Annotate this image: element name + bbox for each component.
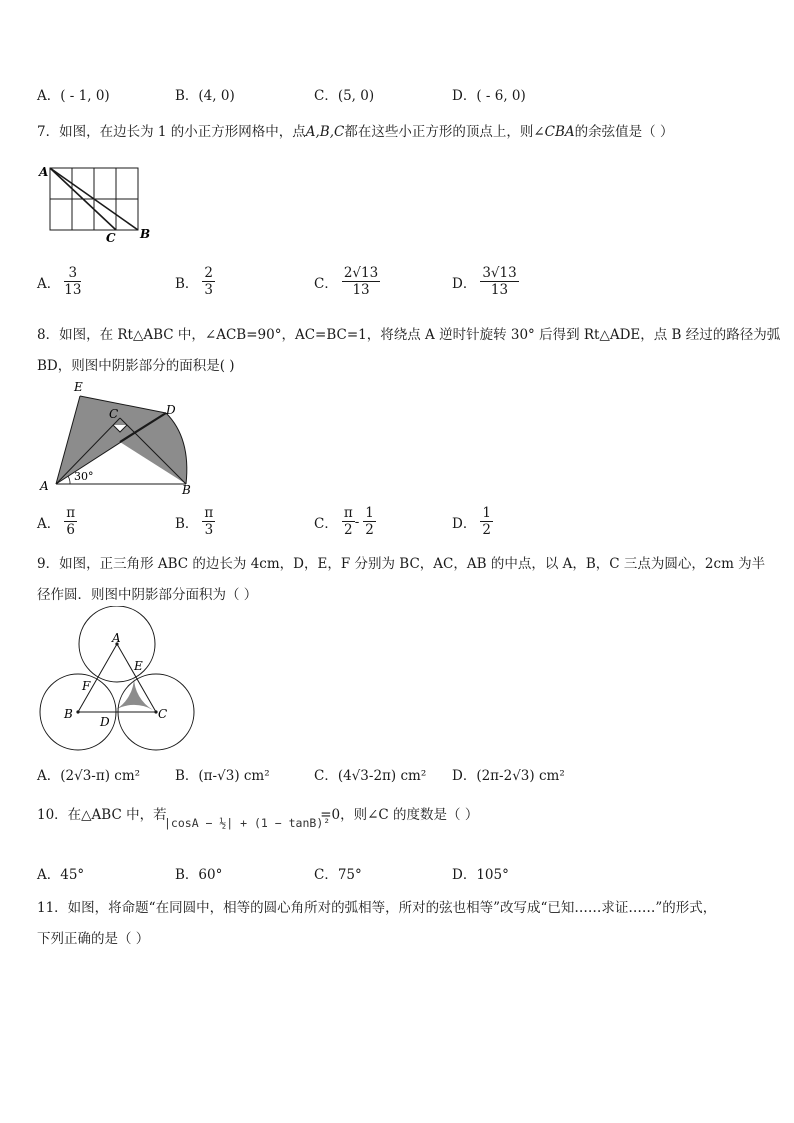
q8-stem-line1: 8．如图，在 Rt△ABC 中，∠ACB=90°，AC=BC=1，将绕点 A 逆时针旋转 30° 后得到 Rt△ADE，点 B 经过的路径为弧: [37, 327, 781, 343]
q6-option-a: A．( - 1, 0): [37, 88, 110, 104]
q8-label-a: A: [40, 479, 49, 493]
q6-option-b: B．(4, 0): [175, 88, 235, 104]
q10-formula: |cosA − ½| + (1 − tanB)²: [164, 816, 331, 830]
q10-option-d: D．105°: [452, 867, 509, 883]
q8-option-b: B． $\frac{\pi}{3}$: [175, 505, 214, 538]
q7-option-b: B． $\frac{2}{3}$: [175, 265, 214, 298]
q6-option-d: D．( - 6, 0): [452, 88, 526, 104]
q9-stem-line2: 径作圆．则图中阴影部分面积为（ ）: [37, 587, 258, 603]
q9-stem-line1: 9．如图，正三角形 ABC 的边长为 4cm，D，E，F 分别为 BC，AC，AB 的中点，以 A，B，C 三点为圆心，2cm 为半: [37, 556, 766, 572]
q8-angle-label: 30°: [74, 470, 94, 483]
q9-option-d: D．(2π-2√3) cm²: [452, 768, 565, 784]
q9-option-a: A．(2√3-π) cm²: [37, 768, 141, 784]
q6-option-c: C．(5, 0): [314, 88, 375, 104]
q8-rotation-figure: [36, 378, 206, 496]
q9-circles-figure: [36, 606, 198, 756]
q9-label-e: E: [134, 659, 143, 673]
q7-option-c: C． $\frac{2√13}{13}$: [314, 265, 379, 298]
q8-label-c: C: [109, 407, 119, 421]
q7-label-c: C: [106, 231, 116, 245]
q8-label-e: E: [74, 380, 83, 394]
q7-stem: 7．如图，在边长为 1 的小正方形网格中，点A,B,C都在这些小正方形的顶点上，则∠CBA的余弦值是（ ）: [37, 124, 674, 140]
q9-option-b: B．(π-√3) cm²: [175, 768, 270, 784]
q8-label-d: D: [166, 403, 176, 417]
q7-label-b: B: [140, 227, 151, 241]
q8-option-c: C． $\frac{\pi}{2}$ - $\frac{1}{2}$: [314, 505, 374, 538]
q9-label-a: A: [112, 631, 121, 645]
q11-stem-line1: 11．如图，将命题“在同圆中，相等的圆心角所对的弧相等，所对的弦也相等”改写成“已知……求证……”的形式，: [37, 900, 717, 916]
q9-label-c: C: [158, 707, 168, 721]
q8-option-d: D． $\frac{1}{2}$: [452, 505, 491, 538]
q9-option-c: C．(4√3-2π) cm²: [314, 768, 427, 784]
q11-stem-line2: 下列正确的是（ ）: [37, 931, 150, 947]
q7-grid-figure: [36, 162, 156, 246]
q7-label-a: A: [39, 165, 49, 179]
q10-option-a: A．45°: [37, 867, 85, 883]
q7-option-a: A． $\frac{3}{13}$: [37, 265, 82, 298]
q9-label-b: B: [64, 707, 73, 721]
q10-option-b: B．60°: [175, 867, 223, 883]
q8-option-a: A． $\frac{\pi}{6}$: [37, 505, 76, 538]
q9-label-d: D: [100, 715, 110, 729]
q10-option-c: C．75°: [314, 867, 362, 883]
q8-label-b: B: [182, 483, 191, 496]
q7-option-d: D． $\frac{3√13}{13}$: [452, 265, 517, 298]
q8-stem-line2: BD，则图中阴影部分的面积是( ): [37, 358, 235, 374]
q9-label-f: F: [82, 679, 91, 693]
q10-stem: 10．在△ABC 中，若 =0，则∠C 的度数是（ ）: [37, 807, 479, 823]
